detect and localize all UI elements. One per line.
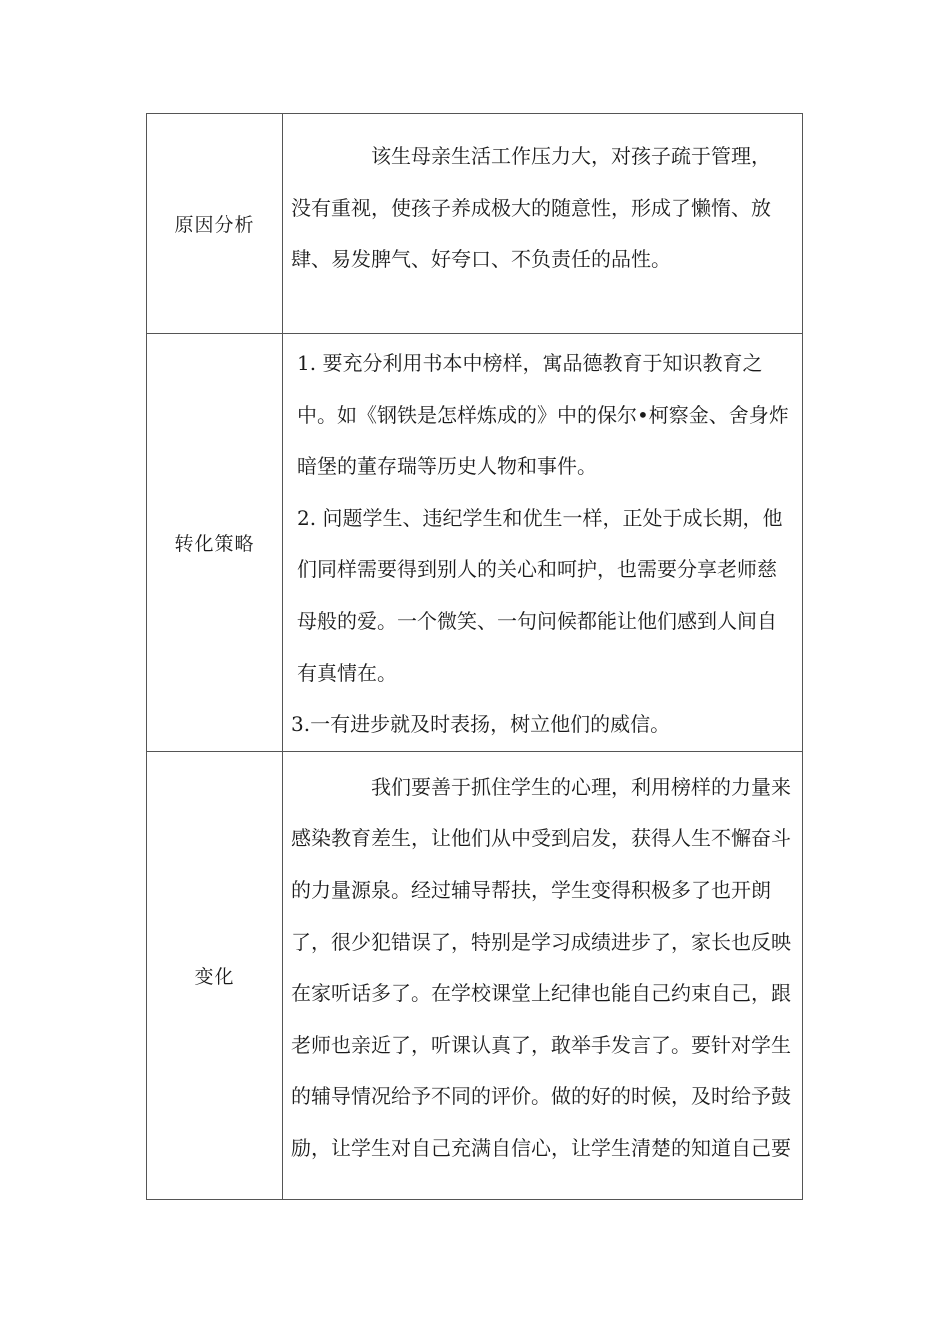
row-label-strategy: 转化策略 xyxy=(147,334,283,752)
row-label-change: 变化 xyxy=(147,751,283,1199)
record-table xyxy=(146,113,803,1200)
change-paragraph: 我们要善于抓住学生的心理，利用榜样的力量来感染教育差生，让他们从中受到启发，获得人生不懈奋斗的力量源泉。经过辅导帮扶，学生变得积极多了也开朗了，很少犯错误了，特别是学习成绩进步了，家长也反映在家听话多了。在学校课堂上纪律也能自己约束自己，跟老师也亲近了，听课认真了，敢举手发言了。要针对学生的辅导情况给予不同的评价。做的好的时候，及时给予鼓励，让学生对自己充满自信心，让学生清楚的知道自己要 xyxy=(291,774,791,1160)
row-content-cause-analysis xyxy=(283,114,803,334)
strategy-item-2: 2. 问题学生、违纪学生和优生一样，正处于成长期，他们同样需要得到别人的关心和呵护，也需要分享老师慈母般的爱。一个微笑、一句问候都能让他们感到人间自有真情在。 xyxy=(297,505,783,685)
strategy-item-1: 1. 要充分利用书本中榜样，寓品德教育于知识教育之中。如《钢铁是怎样炼成的》中的保尔•柯察金、舍身炸暗堡的董存瑞等历史人物和事件。 xyxy=(297,351,789,479)
table-row-cause-analysis xyxy=(147,114,803,334)
row-label-cause-analysis: 原因分析 xyxy=(147,114,283,334)
table-row-strategy xyxy=(147,334,803,752)
row-content-strategy xyxy=(283,334,803,752)
table-row-change xyxy=(147,751,803,1199)
row-content-change xyxy=(283,751,803,1199)
strategy-item-3: 3.一有进步就及时表扬，树立他们的威信。 xyxy=(291,712,671,737)
cause-analysis-paragraph: 该生母亲生活工作压力大，对孩子疏于管理，没有重视，使孩子养成极大的随意性，形成了懒惰、放肆、易发脾气、好夸口、不负责任的品性。 xyxy=(291,144,771,272)
